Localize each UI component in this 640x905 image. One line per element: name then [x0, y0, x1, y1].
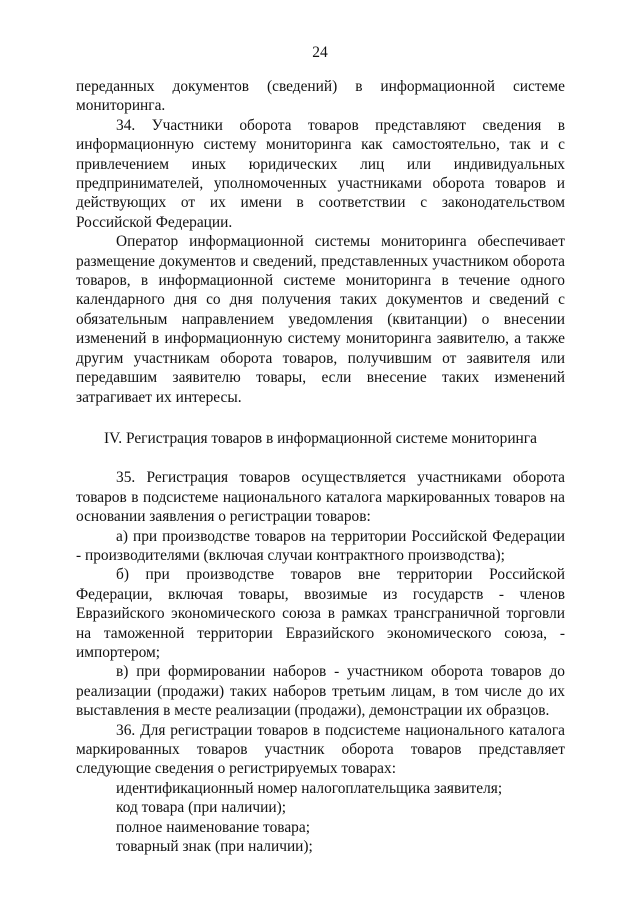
paragraph-34: 34. Участники оборота товаров представляют сведения в информационную систему мониторинга как самостоятельно, так и с привлечением иных юридических лиц или индивидуальных предпринимателей, уполномоченных участниками оборота товаров и действующих от их имени в соответствии с законодательством Российской Федерации. [76, 116, 565, 231]
paragraph-continuation: переданных документов (сведений) в информационной системе мониторинга. [76, 78, 565, 115]
paragraph-35: 35. Регистрация товаров осуществляется участниками оборота товаров в подсистеме национального каталога маркированных товаров на основании заявления о регистрации товаров: [76, 469, 565, 526]
paragraph-35-v: в) при формировании наборов - участником оборота товаров до реализации (продажи) таких наборов третьим лицам, в том числе до их выставления в месте реализации (продажи), демонстрации их образцов. [76, 663, 565, 720]
list-item-inn: идентификационный номер налогоплательщика заявителя; [116, 779, 503, 797]
section-heading: IV. Регистрация товаров в информационной системе мониторинга [104, 429, 537, 447]
paragraph-36: 36. Для регистрации товаров в подсистеме национального каталога маркированных товаров участник оборота товаров представляет следующие сведения о регистрируемых товарах: [76, 721, 565, 778]
document-body [76, 77, 565, 856]
list-item-code: код товара (при наличии); [116, 799, 286, 817]
list-item-name: полное наименование товара; [116, 818, 310, 836]
paragraph-35-a: а) при производстве товаров на территории Российской Федерации - производителями (включая случаи контрактного производства); [76, 527, 565, 564]
list-item-brand: товарный знак (при наличии); [116, 838, 313, 856]
page-number: 24 [312, 44, 328, 61]
paragraph-operator: Оператор информационной системы мониторинга обеспечивает размещение документов и сведений, представленных участником оборота товаров, в информационной системе мониторинга в течение одного календарного дня со дня получения таких документов и сведений с обязательным направлением уведомления (квитанции) о внесении изменений в информационную систему мониторинга заявителю, а также другим участникам оборота товаров, получившим от заявителя или передавшим заявителю товары, если внесение таких изменений затрагивает их интересы. [76, 233, 565, 406]
paragraph-35-b: б) при производстве товаров вне территории Российской Федерации, включая товары, ввозимые из государств - членов Евразийского экономического союза в рамках трансграничной торговли на таможенной территории Евразийского экономического союза, - импортером; [76, 566, 565, 661]
